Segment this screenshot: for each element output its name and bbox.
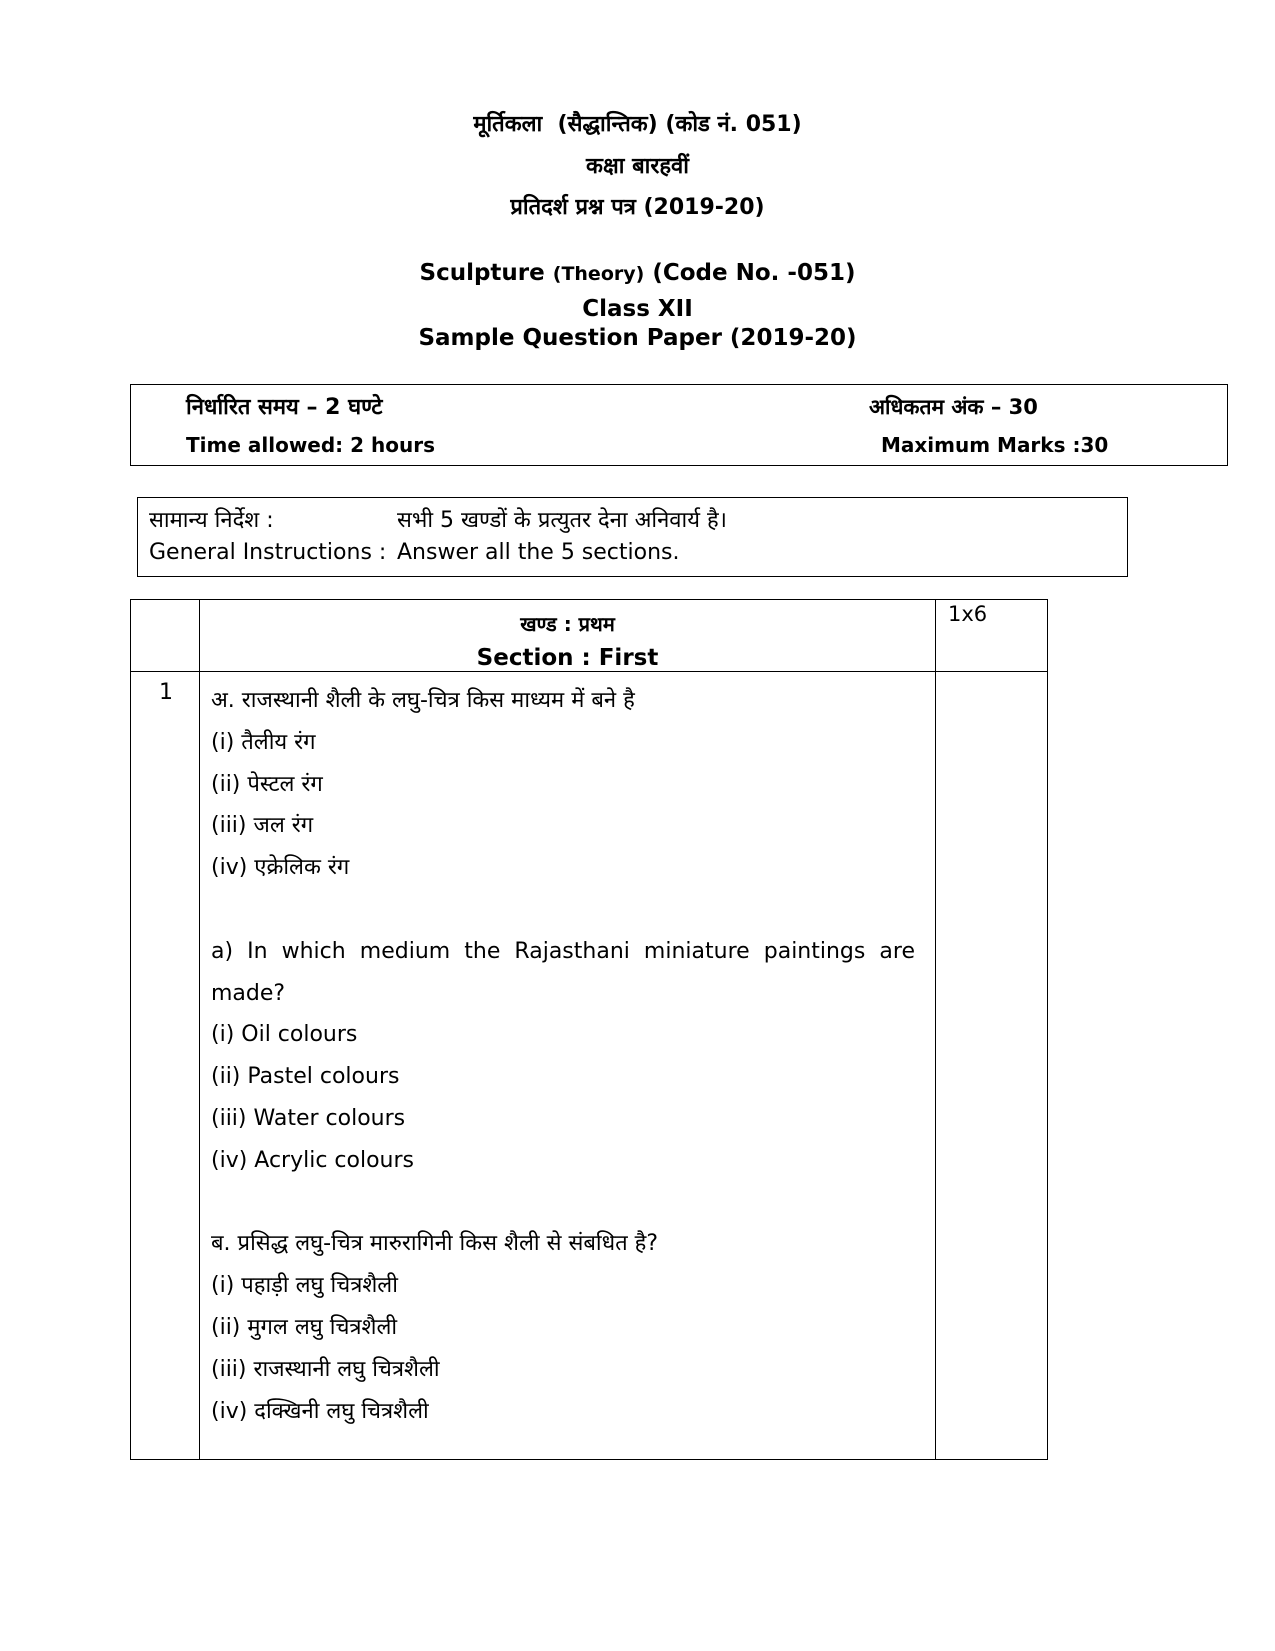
option-a-english-3: (iii) Water colours: [211, 1105, 406, 1131]
instructions-label-english: General Instructions :: [149, 540, 387, 565]
question-b-hindi: ब. प्रसिद्ध लघु-चित्र मारुरागिनी किस शैली से संबधित है?: [211, 1231, 659, 1257]
question-marks-cell: [936, 672, 1048, 1460]
option-b-hindi-1: (i) पहाड़ी लघु चित्रशैली: [211, 1273, 398, 1299]
option-a-english-4: (iv) Acrylic colours: [211, 1147, 415, 1173]
question-a-english-line1: a) In which medium the Rajasthani miniature paintings are: [211, 938, 915, 964]
hindi-class: कक्षा बारहवीं: [586, 154, 689, 179]
max-marks-hindi: अधिकतम अंक – 30: [869, 395, 1038, 419]
time-allowed-hindi: निर्धारित समय – 2 घण्टे: [186, 395, 383, 420]
question-row: [131, 672, 1048, 1460]
hindi-title-line: [0, 108, 1275, 138]
question-number: 1: [159, 680, 173, 705]
max-marks-english: Maximum Marks :30: [881, 433, 1109, 457]
option-a-hindi-1: (i) तैलीय रंग: [211, 729, 316, 755]
option-a-hindi-2: (ii) पेस्टल रंग: [211, 771, 323, 797]
option-a-hindi-3: (iii) जल रंग: [211, 813, 314, 839]
section-marks: 1x6: [948, 602, 988, 626]
english-title-line: [0, 260, 1275, 286]
hindi-code: (कोड नं. 051): [665, 112, 802, 137]
option-a-hindi-4: (iv) एक्रेलिक रंग: [211, 855, 350, 881]
instructions-text-hindi: सभी 5 खण्डों के प्रत्युतर देना अनिवार्य है।: [397, 508, 728, 533]
option-b-hindi-4: (iv) दक्खिनी लघु चित्रशैली: [211, 1398, 429, 1424]
question-body: [200, 672, 935, 1432]
option-a-english-1: (i) Oil colours: [211, 1022, 358, 1048]
question-a-english-line2: made?: [211, 980, 286, 1006]
hindi-paper-title: प्रतिदर्श प्रश्न पत्र (2019-20): [510, 195, 765, 220]
instructions-text-english: Answer all the 5 sections.: [397, 540, 680, 565]
section-title-hindi: खण्ड : प्रथम: [520, 612, 615, 636]
question-body-cell: [200, 672, 936, 1460]
time-allowed-english: Time allowed: 2 hours: [186, 433, 435, 457]
question-table: [130, 599, 1048, 1460]
english-subject: Sculpture: [419, 260, 545, 286]
section-title-cell: [200, 600, 936, 672]
english-paper-title: Sample Question Paper (2019-20): [418, 325, 857, 351]
option-b-hindi-3: (iii) राजस्थानी लघु चित्रशैली: [211, 1356, 440, 1382]
marks-cell: [936, 600, 1048, 672]
hindi-subject: मूर्तिकला: [473, 112, 543, 137]
time-marks-box: [130, 384, 1228, 466]
general-instructions-box: [137, 497, 1128, 577]
question-a-hindi: अ. राजस्थानी शैली के लघु-चित्र किस माध्यम में बने है: [211, 688, 635, 713]
hindi-theory: (सैद्धान्तिक): [557, 112, 658, 137]
instructions-label-hindi: सामान्य निर्देश :: [149, 508, 274, 533]
section-title-english: Section : First: [476, 645, 659, 671]
question-number-cell: [131, 672, 200, 1460]
english-code: (Code No. -051): [652, 260, 856, 286]
english-theory: (Theory): [552, 263, 645, 285]
number-header-cell: [131, 600, 200, 672]
option-a-english-2: (ii) Pastel colours: [211, 1064, 400, 1090]
english-class: Class XII: [582, 296, 693, 322]
section-header-row: [131, 600, 1048, 672]
option-b-hindi-2: (ii) मुगल लघु चित्रशैली: [211, 1314, 398, 1340]
